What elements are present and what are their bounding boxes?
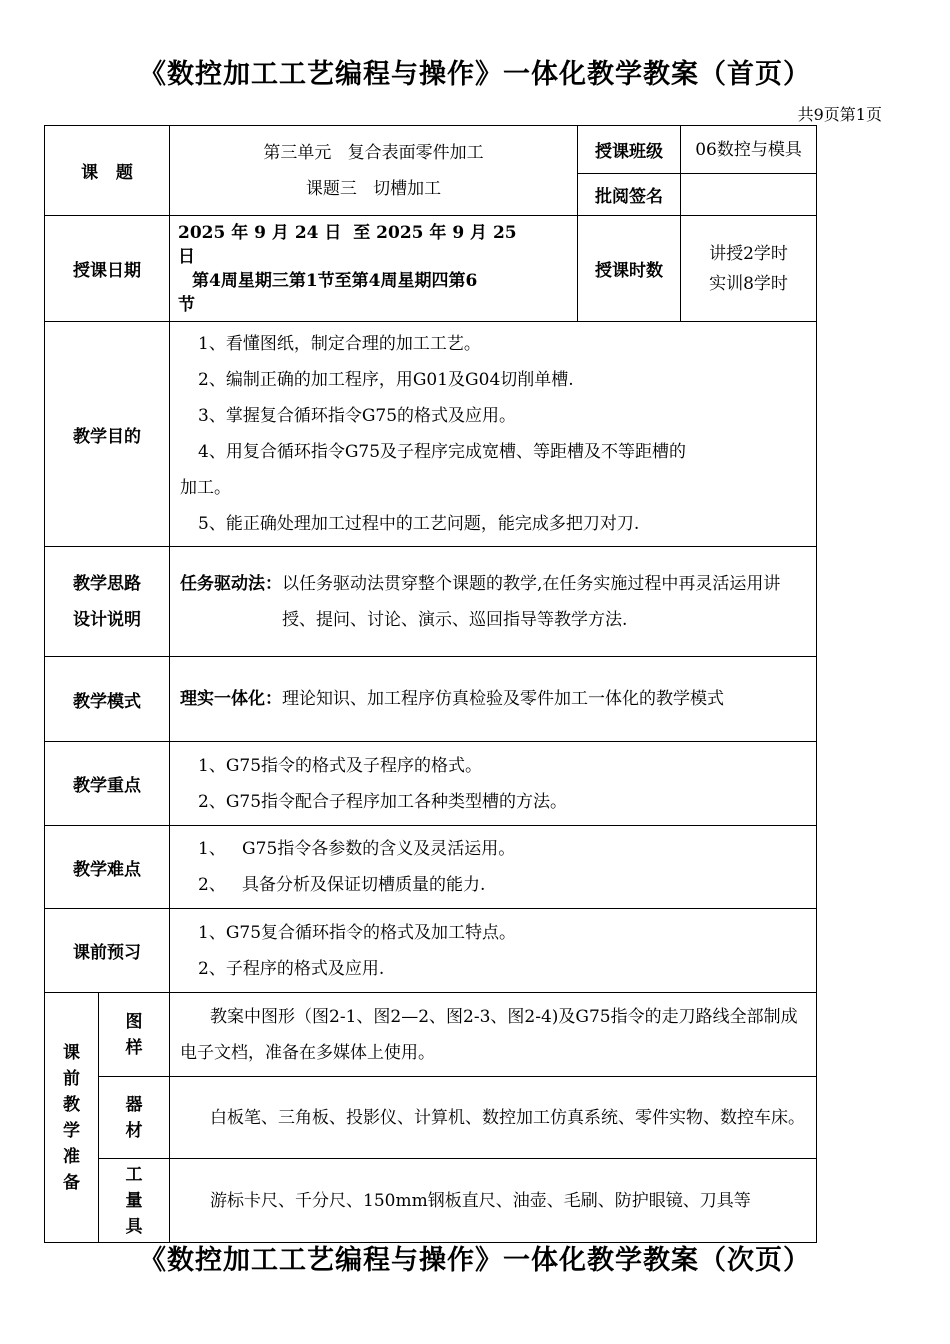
design-method: 任务驱动法： <box>180 573 283 594</box>
page-number-info: 共9页第1页 <box>797 105 882 124</box>
subject-topic: 课题三 切槽加工 <box>305 178 442 199</box>
date-range: 2025 年 9 月 24 日 至 2025 年 9 月 25 <box>178 222 517 243</box>
list-item: 2、编制正确的加工程序，用G01及G04切削单槽. <box>198 370 574 390</box>
sign-value <box>681 174 817 216</box>
period-range-end: 节 <box>178 294 196 315</box>
preview-list <box>170 909 817 993</box>
objectives-label: 教学目的 <box>45 322 170 547</box>
subject-unit: 第三单元 复合表面零件加工 <box>263 142 484 163</box>
class-label: 授课班级 <box>578 126 681 174</box>
list-item: 1、G75复合循环指令的格式及加工特点。 <box>198 922 517 943</box>
mode-label: 教学模式 <box>45 657 170 742</box>
list-item: 3、掌握复合循环指令G75的格式及应用。 <box>198 406 517 426</box>
list-item: 加工。 <box>180 478 232 498</box>
design-text: 以任务驱动法贯穿整个课题的教学,在任务实施过程中再灵活运用讲授、提问、讨论、演示、巡回指导等教学方法. <box>282 573 781 630</box>
prep-tools-text: 游标卡尺、千分尺、150mm钢板直尺、油壶、毛刷、防护眼镜、刀具等 <box>170 1159 817 1243</box>
design-cell <box>170 547 817 657</box>
list-item: 1、G75指令的格式及子程序的格式。 <box>198 755 483 776</box>
date-cell <box>170 216 578 322</box>
mode-method: 理实一体化： <box>180 689 283 709</box>
date-range-end: 日 <box>178 246 196 267</box>
class-value: 06数控与模具 <box>681 126 817 174</box>
period-range: 第4周星期三第1节至第4周星期四第6 <box>192 270 478 291</box>
list-item: 1、 G75指令各参数的含义及灵活运用。 <box>198 839 516 859</box>
practice-hours: 实训8学时 <box>709 273 788 294</box>
list-item: 1、看懂图纸，制定合理的加工工艺。 <box>198 334 481 354</box>
preview-label: 课前预习 <box>45 909 170 993</box>
difficulties-label: 教学难点 <box>45 826 170 909</box>
design-label-line2: 设计说明 <box>73 609 141 630</box>
prep-equipment-label: 器材 <box>99 1077 170 1159</box>
prep-drawing-label: 图样 <box>99 993 170 1077</box>
hours-cell <box>681 216 817 322</box>
sign-label: 批阅签名 <box>578 174 681 216</box>
objectives-list <box>170 322 817 547</box>
list-item: 2、 具备分析及保证切槽质量的能力. <box>198 875 486 895</box>
prep-equipment-text: 白板笔、三角板、投影仪、计算机、数控加工仿真系统、零件实物、数控车床。 <box>170 1077 817 1159</box>
page-title: 《数控加工工艺编程与操作》一体化教学教案（首页） <box>139 59 811 90</box>
mode-text: 理论知识、加工程序仿真检验及零件加工一体化的教学模式 <box>282 689 725 709</box>
mode-cell <box>170 657 817 742</box>
prep-label <box>45 993 99 1243</box>
key-points-label: 教学重点 <box>45 742 170 826</box>
design-label <box>45 547 170 657</box>
difficulties-list <box>170 826 817 909</box>
key-points-list <box>170 742 817 826</box>
subject-label: 课 题 <box>45 126 170 216</box>
design-label-line1: 教学思路 <box>73 573 141 594</box>
lecture-hours: 讲授2学时 <box>709 243 788 264</box>
date-label: 授课日期 <box>45 216 170 322</box>
list-item: 2、子程序的格式及应用. <box>198 958 385 979</box>
prep-drawing-text: 教案中图形（图2-1、图2—2、图2-3、图2-4)及G75指令的走刀路线全部制成电子文档，准备在多媒体上使用。 <box>170 993 817 1077</box>
subject-cell <box>170 126 578 216</box>
list-item: 4、用复合循环指令G75及子程序完成宽槽、等距槽及不等距槽的 <box>198 442 687 462</box>
hours-label: 授课时数 <box>578 216 681 322</box>
prep-label-text: 课前教学准备 <box>63 1042 80 1193</box>
list-item: 2、G75指令配合子程序加工各种类型槽的方法。 <box>198 791 568 812</box>
list-item: 5、能正确处理加工过程中的工艺问题，能完成多把刀对刀. <box>198 514 640 534</box>
lesson-plan-table <box>44 125 817 1243</box>
next-page-title: 《数控加工工艺编程与操作》一体化教学教案（次页） <box>139 1245 811 1276</box>
prep-tools-label: 工量具 <box>99 1159 170 1243</box>
